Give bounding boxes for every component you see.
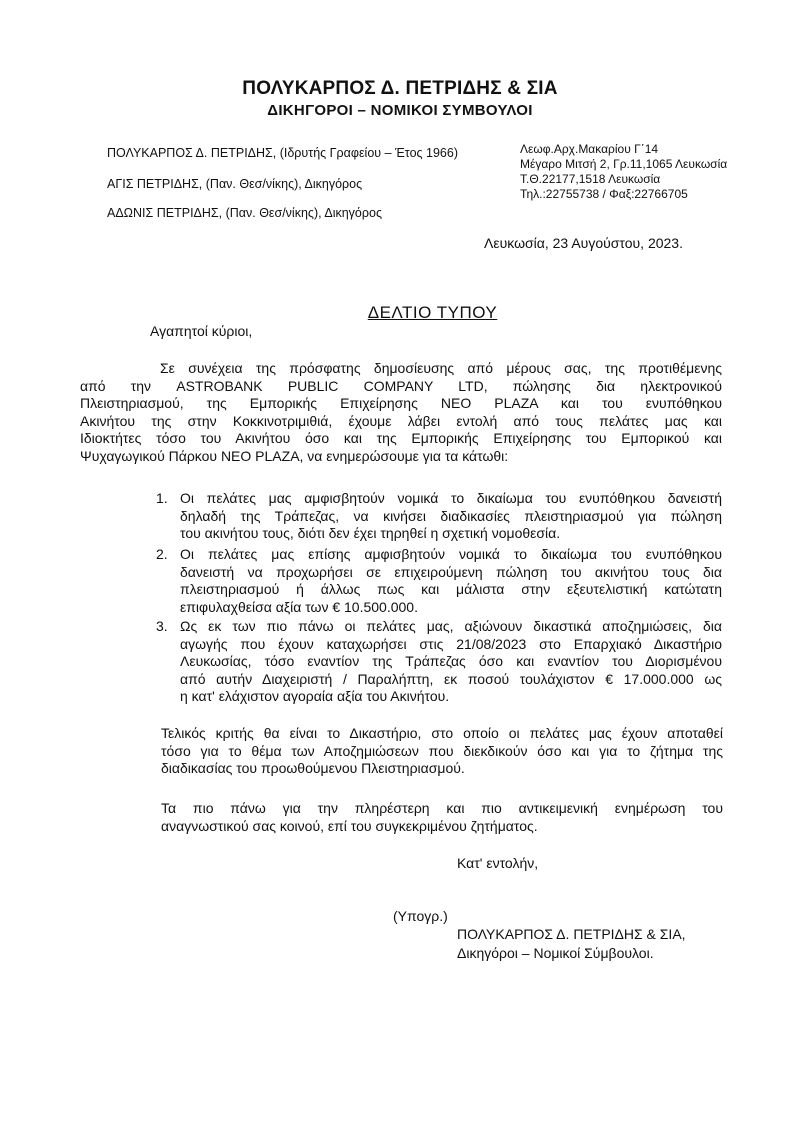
item-line: επιφυλαχθείσα αξία των € 10.500.000. bbox=[180, 598, 418, 615]
signed-mark: (Υπογρ.) bbox=[393, 908, 448, 924]
list-item bbox=[180, 546, 722, 616]
intro-line: Πλειστηριασμού, της Εμπορικής Επιχείρησης NEO PLAZA και του ενυπόθηκου bbox=[80, 395, 722, 411]
intro-line: από την ASTROBANK PUBLIC COMPANY LTD, πώλησης δια ηλεκτρονικού bbox=[80, 377, 722, 394]
intro-line: Σε συνέχεια της πρόσφατης δημοσίευσης από μέρους σας, της προτιθέμενης bbox=[160, 360, 722, 376]
paragraph-line: διαδικασίας του προωθούμενου Πλειστηριασμού. bbox=[161, 760, 465, 776]
partner-adonis: ΑΔΩΝΙΣ ΠΕΤΡΙΔΗΣ, (Παν. Θεσ/νίκης), Δικηγόρος bbox=[107, 206, 382, 220]
address-line: Λεωφ.Αρχ.Μακαρίου Γ΄14 bbox=[520, 142, 659, 156]
office-address bbox=[520, 142, 727, 202]
firm-name: ΠΟΛΥΚΑΡΠΟΣ Δ. ΠΕΤΡΙΔΗΣ & ΣΙΑ bbox=[242, 78, 558, 99]
paragraph-line: αναγνωστικού σας κοινού, επί του συγκεκριμένου ζητήματος. bbox=[161, 817, 538, 834]
intro-paragraph bbox=[160, 360, 722, 378]
sign-off: Κατ' εντολήν, bbox=[457, 855, 539, 871]
intro-line: Ακινήτου της στην Κοκκινοτριμιθιά, έχουμε λάβει εντολή από τους πελάτες μας και bbox=[80, 412, 722, 429]
paragraph-line: Τελικός κριτής θα είναι το Δικαστήριο, στο οποίο οι πελάτες μας έχουν αποταθεί bbox=[161, 725, 723, 741]
address-line: Τ.Θ.22177,1518 Λευκωσία bbox=[520, 172, 661, 186]
paragraph-line: Τα πιο πάνω για την πληρέστερη και πιο αντικειμενική ενημέρωση του bbox=[161, 800, 723, 816]
item-number: 2. bbox=[156, 546, 168, 562]
list-item bbox=[180, 618, 722, 706]
item-line: Ως εκ των πιο πάνω οι πελάτες μας, αξιώνουν δικαστικά αποζημιώσεις, δια bbox=[180, 618, 722, 634]
item-line: Λευκωσίας, τόσο εναντίον της Τράπεζας όσο και εναντίον του Διορισμένου bbox=[180, 653, 722, 669]
item-number: 3. bbox=[156, 618, 168, 634]
item-line: Οι πελάτες μας επίσης αμφισβητούν νομικά το δικαίωμα του ενυπόθηκου bbox=[180, 546, 722, 562]
court-paragraph bbox=[161, 725, 723, 778]
firm-subtitle: ΔΙΚΗΓΟΡΟΙ – ΝΟΜΙΚΟΙ ΣΥΜΒΟΥΛΟΙ bbox=[267, 102, 533, 119]
item-line: πλειστηριασμού ή άλλως πως και μάλιστα στην εξευτελιστική κατώτατη bbox=[180, 581, 722, 597]
address-line: Τηλ.:22755738 / Φαξ:22766705 bbox=[520, 187, 688, 201]
list-item bbox=[180, 490, 722, 543]
signature-name: ΠΟΛΥΚΑΡΠΟΣ Δ. ΠΕΤΡΙΔΗΣ & ΣΙΑ, bbox=[457, 926, 686, 942]
signature-role: Δικηγόροι – Νομικοί Σύμβουλοι. bbox=[457, 945, 654, 961]
intro-line: Ιδιοκτήτες τόσο του Ακινήτου όσο και της Εμπορικής Επιχείρησης του Εμπορικού και bbox=[80, 430, 722, 446]
item-number: 1. bbox=[156, 490, 168, 506]
address-line: Μέγαρο Μιτσή 2, Γρ.11,1065 Λευκωσία bbox=[520, 157, 728, 171]
closing-paragraph bbox=[161, 800, 723, 835]
partner-founder: ΠΟΛΥΚΑΡΠΟΣ Δ. ΠΕΤΡΙΔΗΣ, (Ιδρυτής Γραφείου – Έτος 1966) bbox=[107, 146, 458, 160]
item-line: Οι πελάτες μας αμφισβητούν νομικά το δικαίωμα του ενυπόθηκου δανειστή bbox=[180, 490, 722, 506]
paragraph-line: τόσο για το θέμα των Αποζημιώσεων που διεκδικούν όσο και για το ζήτημα της bbox=[161, 742, 723, 759]
item-line: αγωγής που έχουν καταχωρήσει στις 21/08/2023 στο Επαρχιακό Δικαστήριο bbox=[180, 635, 722, 652]
item-line: δανειστή να προχωρήσει σε επιχειρούμενη πώληση του ακινήτου τους δια bbox=[180, 563, 722, 580]
intro-paragraph-body bbox=[80, 378, 722, 466]
item-line: από αυτήν Διαχειριστή / Παραλήπτη, εκ ποσού τουλάχιστον € 17.000.000 ως bbox=[180, 670, 722, 687]
item-line: του ακινήτου τους, διότι δεν έχει τηρηθεί η σχετική νομοθεσία. bbox=[180, 525, 561, 541]
item-line: δηλαδή της Τράπεζας, να κινήσει διαδικασίες πλειστηριασμού για πώληση bbox=[180, 507, 722, 524]
salutation: Αγαπητοί κύριοι, bbox=[150, 323, 253, 339]
partner-agis: ΑΓΙΣ ΠΕΤΡΙΔΗΣ, (Παν. Θεσ/νίκης), Δικηγόρος bbox=[107, 177, 363, 191]
item-line: η κατ' ελάχιστον αγοραία αξία του Ακινήτου. bbox=[180, 688, 450, 704]
intro-line: Ψυχαγωγικού Πάρκου NEO PLAZA, να ενημερώσουμε για τα κάτωθι: bbox=[80, 447, 509, 464]
letter-date: Λευκωσία, 23 Αυγούστου, 2023. bbox=[484, 235, 683, 251]
press-release-title: ΔΕΛΤΙΟ ΤΥΠΟΥ bbox=[367, 303, 498, 322]
